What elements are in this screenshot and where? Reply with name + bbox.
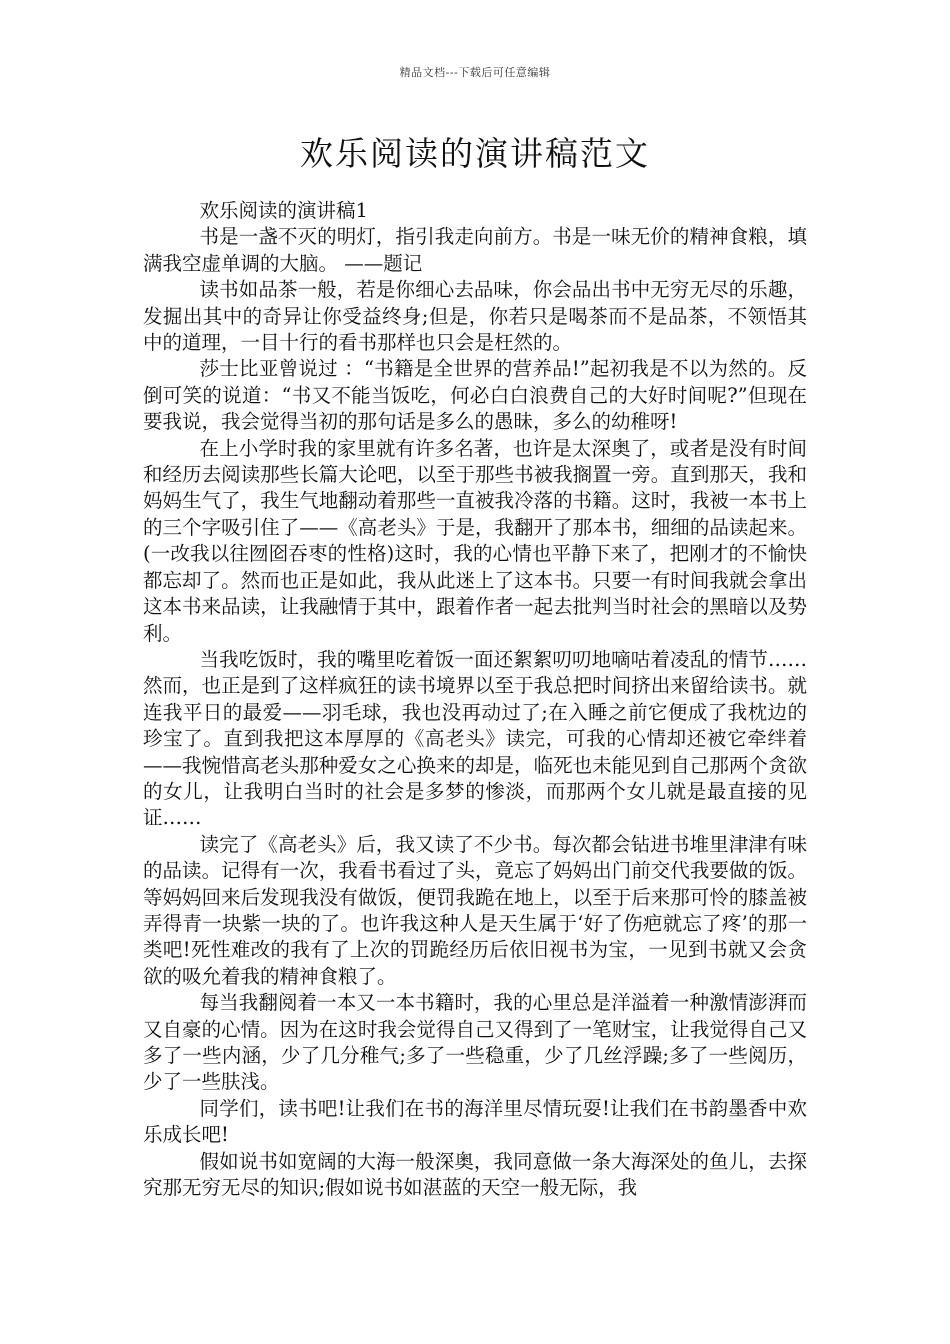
paragraph: 莎士比亚曾说过 ：“书籍是全世界的营养品!”起初我是不以为然的。反倒可笑的说道：“书又不能当饭吃，何必白白浪费自己的大好时间呢?”但现在要我说，我会觉得当初的那句话是多么的愚昧，多么的幼稚呀! bbox=[143, 357, 807, 434]
paragraph-epigraph: 书是一盏不灭的明灯，指引我走向前方。书是一味无价的精神食粮，填满我空虚单调的大脑。 ——题记 bbox=[143, 225, 807, 275]
page-header-note: 精品文档---下载后可任意编辑 bbox=[399, 66, 551, 79]
paragraph: 每当我翻阅着一本又一本书籍时，我的心里总是洋溢着一种激情澎湃而又自豪的心情。因为在这时我会觉得自己又得到了一笔财宝，让我觉得自己又多了一些内涵，少了几分稚气;多了一些稳重，少了几丝浮躁;多了一些阅历，少了一些肤浅。 bbox=[143, 991, 807, 1094]
paragraph: 同学们，读书吧!让我们在书的海洋里尽情玩耍!让我们在书韵墨香中欢乐成长吧! bbox=[143, 1096, 807, 1147]
document-subtitle: 欢乐阅读的演讲稿1 bbox=[199, 199, 368, 222]
paragraph: 假如说书如宽阔的大海一般深奥，我同意做一条大海深处的鱼儿，去探究那无穷无尽的知识;假如说书如湛蓝的天空一般无际，我 bbox=[143, 1149, 807, 1200]
document-body bbox=[143, 198, 807, 1201]
paragraph: 读完了《高老头》后，我又读了不少书。每次都会钻进书堆里津津有味的品读。记得有一次，我看书看过了头，竟忘了妈妈出门前交代我要做的饭。等妈妈回来后发现我没有做饭，便罚我跪在地上，以至于后来那可怜的膝盖被弄得青一块紫一块的了。也许我这种人是天生属于‘好了伤疤就忘了疼’的那一类吧!死性难改的我有了上次的罚跪经历后依旧视书为宝，一见到书就又会贪欲的吸允着我的精神食粮了。 bbox=[143, 832, 807, 988]
paragraph: 在上小学时我的家里就有许多名著，也许是太深奥了，或者是没有时间和经历去阅读那些长篇大论吧，以至于那些书被我搁置一旁。直到那天，我和妈妈生气了，我生气地翻动着那些一直被我冷落的书籍。这时，我被一本书上的三个字吸引住了——《高老头》于是，我翻开了那本书，细细的品读起来。(一改我以往囫囵吞枣的性格)这时，我的心情也平静下来了，把刚才的不愉快都忘却了。然而也正是如此，我从此迷上了这本书。只要一有时间我就会拿出这本书来品读，让我融情于其中，跟着作者一起去批判当时社会的黑暗以及势利。 bbox=[143, 436, 807, 645]
paragraph: 当我吃饭时，我的嘴里吃着饭一面还絮絮叨叨地嘀咕着凌乱的情节……然而，也正是到了这样疯狂的读书境界以至于我总把时间挤出来留给读书。就连我平日的最爱——羽毛球，我也没再动过了;在入睡之前它便成了我枕边的珍宝了。直到我把这本厚厚的《高老头》读完，可我的心情却还被它牵绊着——我惋惜高老头那种爱女之心换来的却是，临死也未能见到自己那两个贪欲的女儿，让我明白当时的社会是多梦的惨淡，而那两个女儿就是最直接的见证…… bbox=[143, 647, 807, 830]
paragraph: 读书如品茶一般，若是你细心去品味，你会品出书中无穷无尽的乐趣，发掘出其中的奇异让你受益终身;但是，你若只是喝茶而不是品茶，不领悟其中的道理，一目十行的看书那样也只会是枉然的。 bbox=[143, 278, 807, 355]
document-title: 欢乐阅读的演讲稿范文 bbox=[300, 134, 650, 173]
